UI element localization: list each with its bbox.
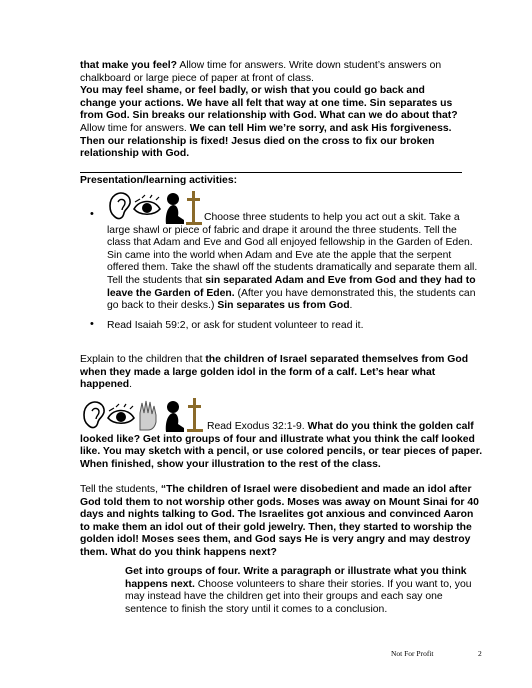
intro-paragraph	[80, 60, 480, 161]
text-line: Tell the students, “The children of Israel were disobedient and made an idol after	[80, 484, 472, 495]
text-line: Explain to the children that the children of Israel separated themselves from God	[80, 354, 469, 365]
bullet-marker: •	[90, 208, 94, 220]
intro-line: relationship with God.	[80, 148, 190, 160]
intro-line: Allow time for answers. We can tell Him we’re sorry, and ask His forgiveness.	[80, 122, 452, 134]
text-line: Sin came into the world when Adam and Eve ate the apple that the serpent	[107, 249, 452, 261]
intro-line: You may feel shame, or feel badly, or wish that you could go back and	[80, 85, 425, 97]
text-line: days and nights talking to God. The Israelites got anxious and convinced Aaron	[80, 509, 474, 521]
intro-line: from God. Sin breaks our relationship with God. What can we do about that?	[80, 110, 458, 122]
text-line: Read Exodus 32:1-9. What do you think the golden calf	[207, 421, 474, 432]
text-line: leave the Garden of Eden. (After you have demonstrated this, the students can	[107, 287, 476, 299]
text-line: golden idol! Moses sees them, and God says He is very angry and may destroy	[80, 534, 471, 546]
intro-line: chalkboard or large piece of paper at front of class.	[80, 72, 314, 84]
text-line: Get into groups of four. Write a paragraph or illustrate what you think	[125, 566, 467, 577]
exodus-paragraph	[80, 421, 490, 471]
footer-label: Not For Profit	[391, 649, 434, 658]
text-line: offered them. Take the shawl off the students dramatically and separate them all.	[107, 262, 478, 274]
text-line: when they made a large golden idol in the form of a calf. Let’s hear what	[80, 366, 436, 378]
text-line: happens next. Choose volunteers to share their stories. If you want to, you	[125, 578, 472, 590]
story-paragraph	[80, 484, 490, 560]
section-divider	[80, 172, 462, 173]
text-line: happened.	[80, 379, 132, 391]
text-line: Choose three students to help you act out a skit. Take a	[204, 212, 460, 223]
groups-paragraph	[125, 566, 495, 616]
page-number: 2	[478, 649, 482, 658]
text-line: sentence to finish the story until it comes to a conclusion.	[125, 603, 388, 615]
text-line: them. What do you think happens next?	[80, 546, 277, 558]
bullet-reading: Read Isaiah 59:2, or ask for student volunteer to read it.	[107, 320, 364, 331]
text-line: like. You may sketch with a pencil, or use colored pencils, or tear pieces of paper.	[80, 446, 483, 458]
text-line: class that Adam and Eve and God all enjoyed fellowship in the Garden of Eden.	[107, 237, 473, 249]
text-line: looked like? Get into groups of four and illustrate what you think the calf looked	[80, 433, 475, 445]
intro-line: Then our relationship is fixed! Jesus died on the cross to fix our broken	[80, 135, 435, 147]
text-line: go back to their desks.) Sin separates us from God.	[107, 300, 353, 312]
text-line: to make them an idol out of their gold jewelry. Then, they started to worship the	[80, 521, 472, 533]
explain-paragraph	[80, 354, 480, 392]
text-line: God told them to not worship other gods. Moses was away on Mount Sinai for 40	[80, 496, 479, 508]
intro-line: change your actions. We have all felt that way at one time. Sin separates us	[80, 97, 453, 109]
text-line: When finished, show your illustration to the rest of the class.	[80, 458, 381, 470]
text-line: may instead have the children get into their groups and each say one	[125, 591, 443, 603]
text-line: large shawl or piece of fabric and drape it around the three students. Tell the	[107, 224, 457, 236]
skit-instructions	[107, 212, 487, 313]
text-line: Tell the students that sin separated Adam and Eve from God and they had to	[107, 274, 476, 286]
section-heading: Presentation/learning activities:	[80, 175, 238, 186]
intro-line: that make you feel? Allow time for answers. Write down student’s answers on	[80, 60, 442, 71]
bullet-marker: •	[90, 318, 94, 330]
